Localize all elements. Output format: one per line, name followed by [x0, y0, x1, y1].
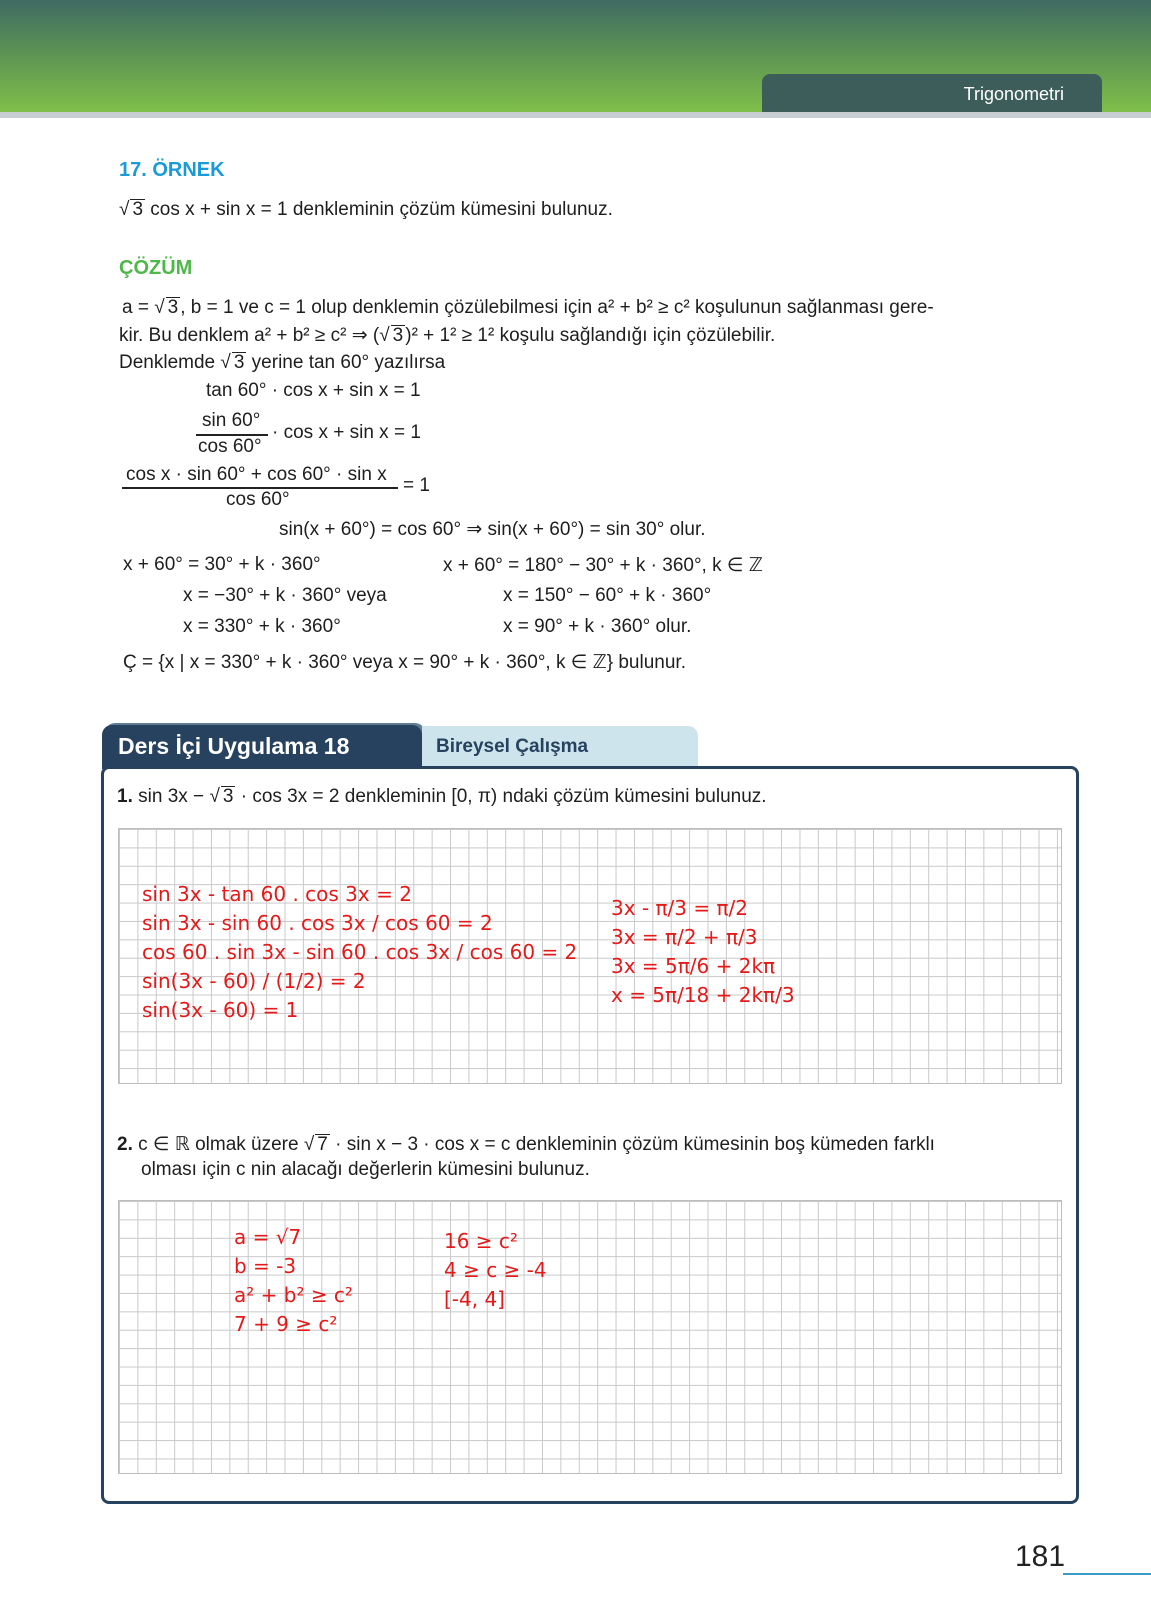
- solution-line-1: a = √ 3 , b = 1 ve c = 1 olup denklemin çözülebilmesi için a² + b² ≥ c² koşulunun sağlanması gere-: [122, 297, 934, 318]
- handwritten-line: 3x - π/3 = π/2: [611, 896, 748, 920]
- handwritten-line: sin(3x - 60) / (1/2) = 2: [142, 969, 366, 993]
- left-column-line: x + 60° = 30° + k · 360°: [123, 554, 321, 575]
- handwritten-line: sin 3x - sin 60 . cos 3x / cos 60 = 2: [142, 911, 493, 935]
- right-column-line: x + 60° = 180° − 30° + k · 360°, k ∈ ℤ: [443, 555, 763, 576]
- page-number-rule: [1063, 1573, 1151, 1575]
- left-column-line: x = 330° + k · 360°: [183, 616, 341, 637]
- equation-2-numerator: sin 60°: [202, 410, 261, 431]
- q1-work-left: [142, 880, 577, 1025]
- equation-2-rest: · cos x + sin x = 1: [272, 422, 421, 443]
- equation-3-rest: = 1: [403, 475, 430, 496]
- handwritten-line: a = √7: [234, 1225, 302, 1249]
- equation-1: tan 60° · cos x + sin x = 1: [206, 380, 421, 401]
- handwritten-line: cos 60 . sin 3x - sin 60 . cos 3x / cos 60 = 2: [142, 940, 578, 964]
- solution-title: ÇÖZÜM: [119, 257, 193, 279]
- q1-work-right: [611, 894, 795, 1010]
- solution-result: Ç = {x | x = 330° + k · 360° veya x = 90° + k · 360°, k ∈ ℤ} bulunur.: [123, 652, 686, 673]
- handwritten-line: sin 3x - tan 60 . cos 3x = 2: [142, 882, 412, 906]
- q2-work-left: [234, 1223, 353, 1339]
- header-divider: [0, 112, 1151, 118]
- handwritten-line: [-4, 4]: [444, 1287, 505, 1311]
- question-2: 2. c ∈ ℝ olmak üzere √ 7 · sin x − 3 · cos x = c denkleminin çözüm kümesinin boş kümeden farklı: [117, 1134, 935, 1155]
- equation-2-denominator: cos 60°: [198, 436, 262, 457]
- chapter-tab: [762, 74, 1102, 112]
- chapter-label: Trigonometri: [963, 84, 1064, 104]
- right-column-line: x = 150° − 60° + k · 360°: [503, 585, 712, 606]
- handwritten-line: 16 ≥ c²: [444, 1229, 518, 1253]
- page-number: 181: [1015, 1540, 1066, 1573]
- equation-3-denominator: cos 60°: [226, 489, 290, 510]
- exercise-title-tab: [102, 725, 422, 769]
- handwritten-line: a² + b² ≥ c²: [234, 1283, 353, 1307]
- question-1: 1. sin 3x − √ 3 · cos 3x = 2 denkleminin [0, π) ndaki çözüm kümesini bulunuz.: [117, 786, 767, 807]
- left-column-line: x = −30° + k · 360° veya: [183, 585, 387, 606]
- handwritten-line: x = 5π/18 + 2kπ/3: [611, 983, 795, 1007]
- solution-line-2: kir. Bu denklem a² + b² ≥ c² ⇒ (√ 3 )² + 1² ≥ 1² koşulu sağlandığı için çözülebilir.: [119, 325, 776, 346]
- exercise-subtitle-tab: [422, 726, 698, 766]
- example-title: 17. ÖRNEK: [119, 159, 225, 181]
- solution-line-3: Denklemde √ 3 yerine tan 60° yazılırsa: [119, 352, 446, 373]
- equation-3-numerator: cos x · sin 60° + cos 60° · sin x: [126, 464, 387, 485]
- q2-work-right: [444, 1227, 547, 1314]
- handwritten-line: 7 + 9 ≥ c²: [234, 1312, 338, 1336]
- handwritten-line: 4 ≥ c ≥ -4: [444, 1258, 547, 1282]
- exercise-subtitle: Bireysel Çalışma: [436, 736, 589, 757]
- question-2-line-2: olması için c nin alacağı değerlerin kümesini bulunuz.: [141, 1159, 590, 1180]
- example-statement: √ 3 cos x + sin x = 1 denkleminin çözüm kümesini bulunuz.: [119, 199, 613, 220]
- right-column-line: x = 90° + k · 360° olur.: [503, 616, 692, 637]
- equation-4: sin(x + 60°) = cos 60° ⇒ sin(x + 60°) = sin 30° olur.: [279, 519, 706, 540]
- handwritten-line: b = -3: [234, 1254, 297, 1278]
- handwritten-line: sin(3x - 60) = 1: [142, 998, 299, 1022]
- exercise-title: Ders İçi Uygulama 18: [118, 733, 350, 759]
- handwritten-line: 3x = 5π/6 + 2kπ: [611, 954, 776, 978]
- sqrt-radicand: 3: [132, 199, 144, 220]
- handwritten-line: 3x = π/2 + π/3: [611, 925, 758, 949]
